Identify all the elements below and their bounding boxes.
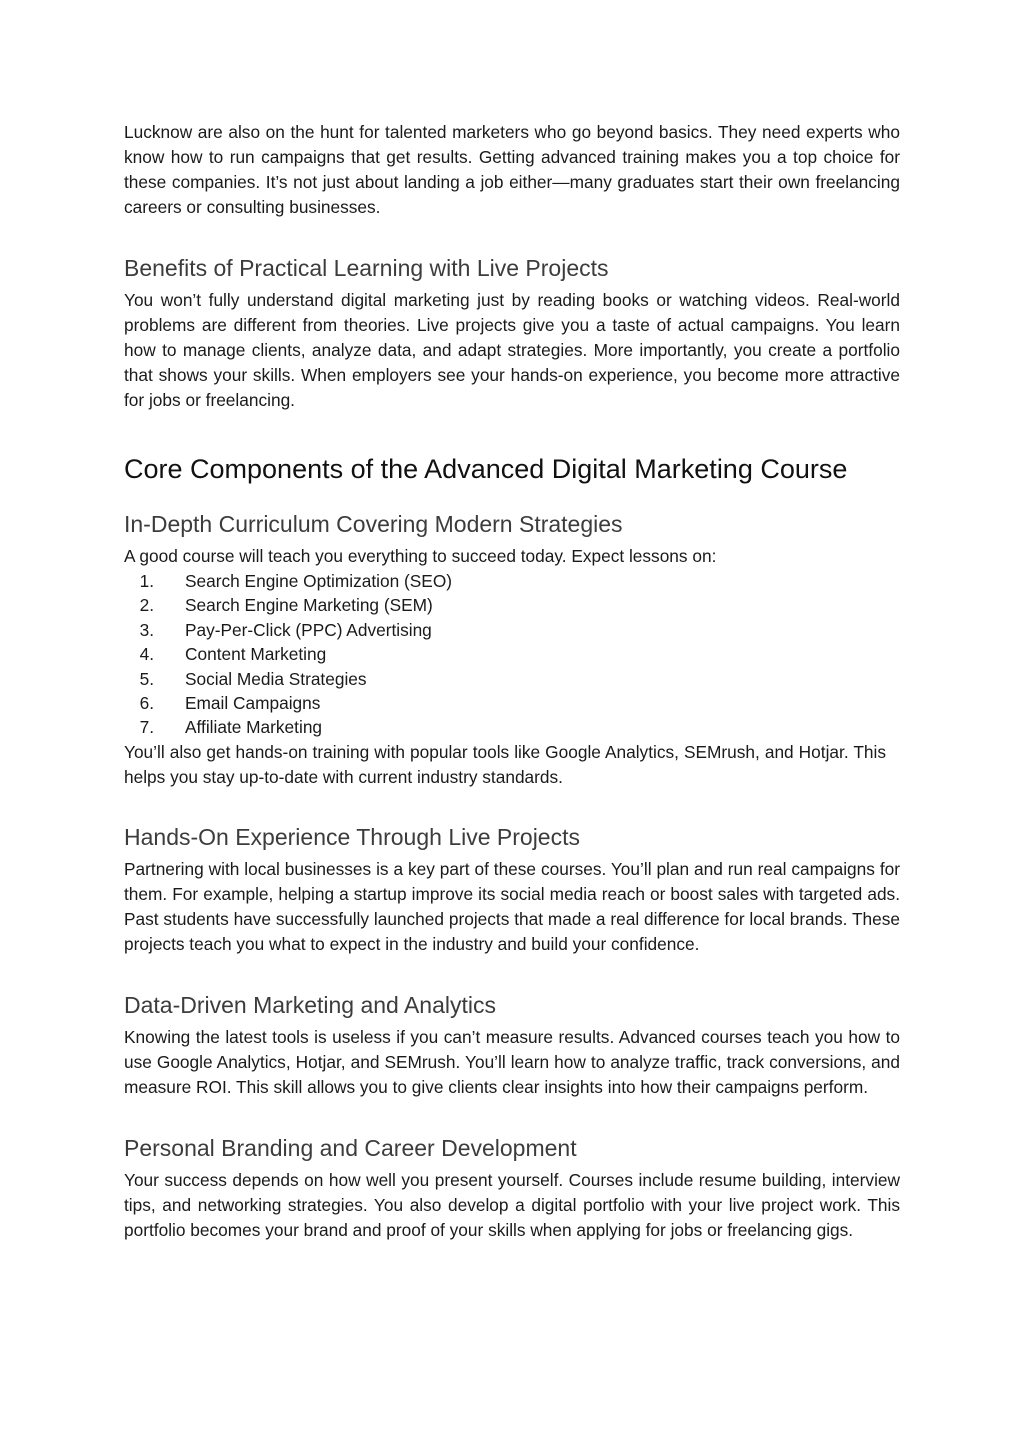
list-item-number: 7. [139, 717, 154, 738]
lesson-list [124, 569, 900, 740]
list-item [124, 642, 900, 666]
list-item [124, 593, 900, 617]
document-page [124, 120, 900, 1243]
list-item-number: 4. [139, 644, 154, 665]
list-item-text: Search Engine Optimization (SEO) [185, 571, 453, 591]
curriculum-intro: A good course will teach you everything to succeed today. Expect lessons on: [124, 546, 717, 566]
list-item-number: 1. [139, 571, 154, 591]
benefits-paragraph: You won’t fully understand digital marketing just by reading books or watching videos. Real-world problems are different from theories. Live projects give you a taste of actual campaigns. You learn how to manage clients, analyze data, and adapt strategies. More importantly, you create a portfolio that shows your skills. When employers see your hands-on experience, you become more attractive for jobs or freelancing. [124, 290, 900, 410]
list-item-text: Search Engine Marketing (SEM) [185, 595, 433, 616]
handson-paragraph: Partnering with local businesses is a key part of these courses. You’ll plan and run real campaigns for them. For example, helping a startup improve its social media reach or boost sales with targeted ads. Past students have successfully launched projects that made a real difference for local brands. These projects teach you what to expect in the industry and build your confidence. [124, 858, 900, 954]
list-item [124, 618, 900, 642]
core-components-heading: Core Components of the Advanced Digital Marketing Course [124, 454, 848, 484]
list-item-text: Pay-Per-Click (PPC) Advertising [185, 619, 432, 640]
list-item [124, 691, 900, 715]
intro-paragraph: Lucknow are also on the hunt for talented marketers who go beyond basics. They need experts who know how to run campaigns that get results. Getting advanced training makes you a top choice for these companies. It’s not just about landing a job either—many graduates start their own freelancing careers or consulting businesses. [124, 122, 900, 217]
list-item-number: 2. [139, 595, 154, 616]
analytics-paragraph: Knowing the latest tools is useless if you can’t measure results. Advanced courses teach you how to use Google Analytics, Hotjar, and SEMrush. You’ll learn how to analyze traffic, track conversions, and measure ROI. This skill allows you to give clients clear insights into how their campaigns perform. [124, 1026, 900, 1097]
list-item-text: Affiliate Marketing [185, 717, 323, 738]
list-item-number: 6. [139, 693, 154, 714]
curriculum-heading: In-Depth Curriculum Covering Modern Strategies [124, 511, 623, 537]
curriculum-outro: You’ll also get hands-on training with popular tools like Google Analytics, SEMrush, and Hotjar. This helps you stay up-to-date with current industry standards. [124, 741, 886, 787]
list-item-text: Email Campaigns [185, 693, 321, 714]
list-item [124, 569, 900, 593]
list-item [124, 715, 900, 739]
analytics-heading: Data-Driven Marketing and Analytics [124, 991, 496, 1018]
benefits-heading: Benefits of Practical Learning with Live Projects [124, 255, 609, 281]
list-item-number: 3. [139, 619, 154, 640]
handson-heading: Hands-On Experience Through Live Projects [124, 823, 580, 850]
branding-heading: Personal Branding and Career Development [124, 1134, 577, 1161]
list-item-text: Social Media Strategies [185, 668, 367, 689]
list-item [124, 667, 900, 691]
branding-paragraph: Your success depends on how well you present yourself. Courses include resume building, interview tips, and networking strategies. You also develop a digital portfolio with your live project work. This portfolio becomes your brand and proof of your skills when applying for jobs or freelancing gigs. [124, 1169, 900, 1240]
list-item-text: Content Marketing [185, 644, 327, 665]
list-item-number: 5. [139, 668, 154, 689]
